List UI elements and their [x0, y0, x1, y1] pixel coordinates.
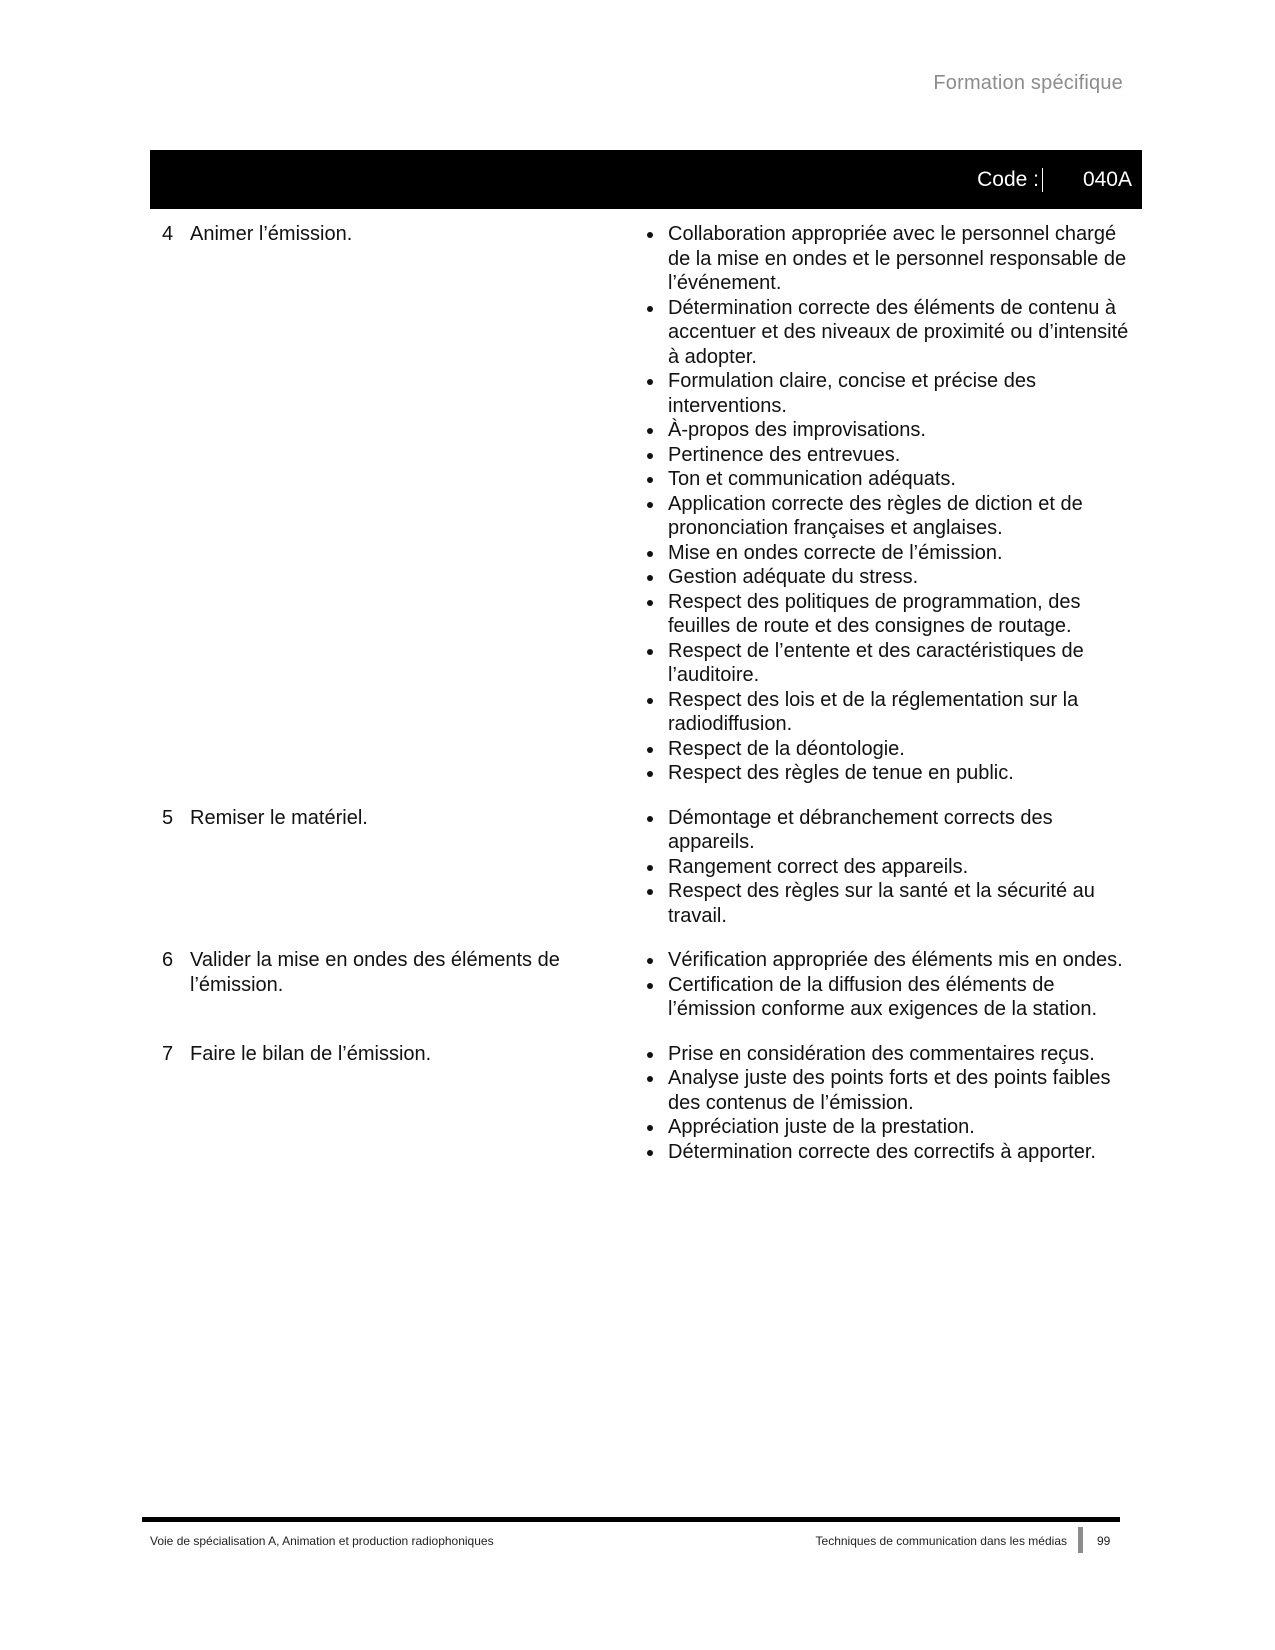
- criterion-item: Application correcte des règles de diction et de prononciation françaises et anglaises.: [640, 492, 1130, 541]
- step-number: 6: [162, 949, 174, 971]
- footer-divider: [1078, 1527, 1083, 1553]
- criteria-list: [640, 948, 1130, 1022]
- running-title: Formation spécifique: [933, 72, 1123, 94]
- step-number: 4: [162, 223, 174, 245]
- criterion-item: Vérification appropriée des éléments mis en ondes.: [640, 948, 1130, 973]
- criterion-item: Analyse juste des points forts et des points faibles des contenus de l’émission.: [640, 1066, 1130, 1115]
- criterion-item: Respect des règles sur la santé et la sécurité au travail.: [640, 879, 1130, 928]
- code-value: 040A: [1082, 168, 1132, 191]
- criterion-item: Détermination correcte des éléments de contenu à accentuer et des niveaux de proximité ou d’intensité à adopter.: [640, 296, 1130, 370]
- step-row: [150, 1042, 1142, 1165]
- criterion-item: Respect de la déontologie.: [640, 737, 1130, 762]
- criteria-list: [640, 1042, 1130, 1165]
- criterion-item: Collaboration appropriée avec le personnel chargé de la mise en ondes et le personnel responsable de l’événement.: [640, 222, 1130, 296]
- criterion-item: Détermination correcte des correctifs à apporter.: [640, 1140, 1130, 1165]
- criterion-item: Ton et communication adéquats.: [640, 467, 1130, 492]
- step-cell: [150, 948, 640, 1022]
- step-row: [150, 222, 1142, 786]
- criterion-item: Rangement correct des appareils.: [640, 855, 1130, 880]
- criterion-item: Appréciation juste de la prestation.: [640, 1115, 1130, 1140]
- step-row: [150, 948, 1142, 1022]
- criterion-item: Respect des lois et de la réglementation sur la radiodiffusion.: [640, 688, 1130, 737]
- step-number: 7: [162, 1042, 174, 1065]
- code-bar: [150, 150, 1142, 209]
- step-row: [150, 806, 1142, 929]
- criteria-list: [640, 806, 1130, 929]
- criterion-item: Respect de l’entente et des caractéristiques de l’auditoire.: [640, 639, 1130, 688]
- criterion-item: Mise en ondes correcte de l’émission.: [640, 541, 1130, 566]
- criterion-item: Respect des règles de tenue en public.: [640, 761, 1130, 786]
- criterion-item: Pertinence des entrevues.: [640, 443, 1130, 468]
- step-cell: [150, 1042, 640, 1165]
- step-text: Faire le bilan de l’émission.: [190, 1042, 432, 1065]
- footer-rule: [142, 1517, 1120, 1522]
- footer-course-title: Techniques de communication dans les médias: [815, 1534, 1067, 1548]
- code-label: Code :: [977, 168, 1039, 191]
- criterion-item: À-propos des improvisations.: [640, 418, 1130, 443]
- step-text: Remiser le matériel.: [190, 806, 368, 829]
- footer-program-title: Voie de spécialisation A, Animation et production radiophoniques: [150, 1534, 494, 1548]
- steps-table: [150, 222, 1142, 1184]
- criteria-list: [640, 222, 1130, 786]
- criterion-item: Démontage et débranchement corrects des appareils.: [640, 806, 1130, 855]
- criterion-item: Formulation claire, concise et précise des interventions.: [640, 369, 1130, 418]
- criterion-item: Certification de la diffusion des éléments de l’émission conforme aux exigences de la station.: [640, 973, 1130, 1022]
- step-cell: [150, 222, 640, 786]
- code-separator: [1042, 168, 1043, 192]
- page-number: 99: [1097, 1534, 1111, 1548]
- step-number: 5: [162, 806, 174, 829]
- criterion-item: Prise en considération des commentaires reçus.: [640, 1042, 1130, 1067]
- criterion-item: Respect des politiques de programmation, des feuilles de route et des consignes de routage.: [640, 590, 1130, 639]
- step-cell: [150, 806, 640, 929]
- step-text: Valider la mise en ondes des éléments de l’émission.: [190, 949, 560, 996]
- criterion-item: Gestion adéquate du stress.: [640, 565, 1130, 590]
- step-text: Animer l’émission.: [190, 223, 353, 245]
